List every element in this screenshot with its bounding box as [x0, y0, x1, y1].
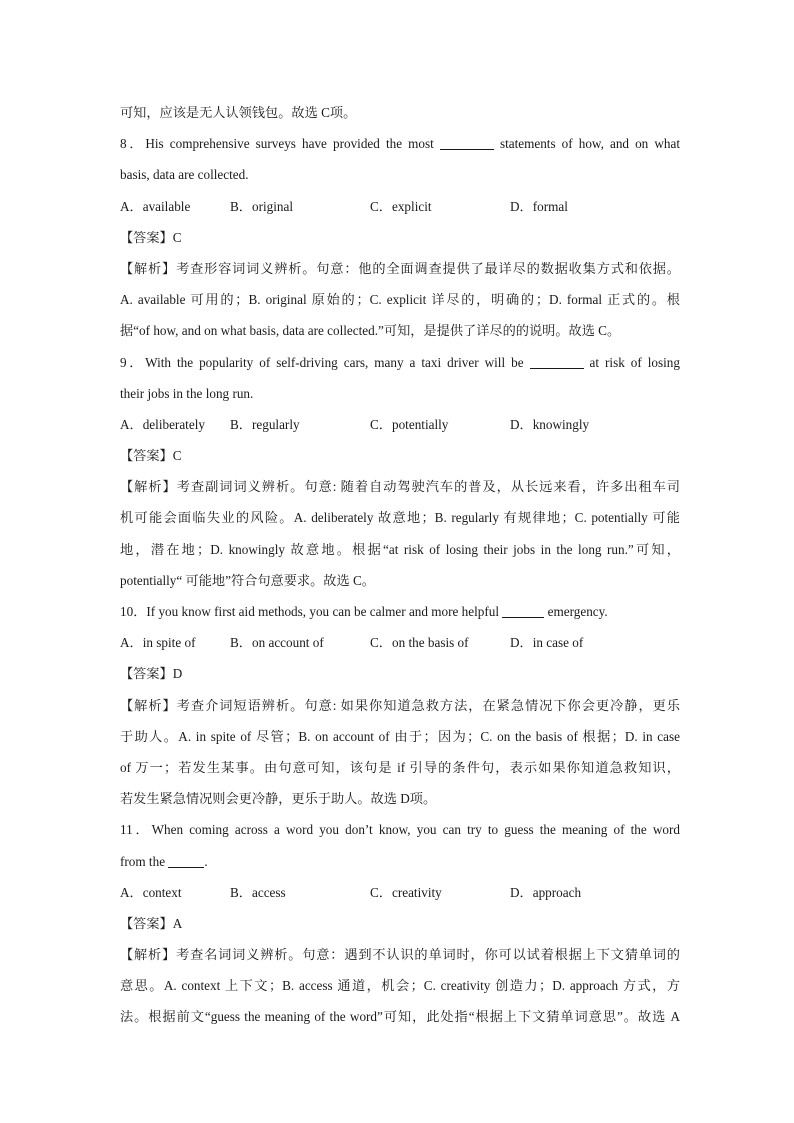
explanation-line: 于助人。A. in spite of 尽管；B. on account of 由于；因为；C. on the basis of 根据；D. in case — [120, 728, 680, 744]
question-10-options — [120, 627, 680, 658]
answer-blank — [502, 603, 544, 618]
question-9-options — [120, 409, 680, 440]
option-a: A．context — [120, 884, 182, 900]
question-10-stem — [120, 596, 680, 627]
option-b: B．on account of — [230, 635, 324, 651]
answer-line: 【答案】D — [120, 666, 183, 682]
explanation-line: 【解析】考查形容词词义辨析。句意：他的全面调查提供了最详尽的数据收集方式和依据。 — [120, 260, 680, 276]
text-line: 可知，应该是无人认领钱包。故选 C项。 — [120, 105, 357, 120]
answer-line: 【答案】A — [120, 915, 183, 931]
answer-blank — [168, 853, 204, 868]
question-10-text-cont: emergency. — [547, 604, 608, 619]
question-9-stem-cont: their jobs in the long run. — [120, 385, 254, 401]
explanation-line: 法。根据前文“guess the meaning of the word”可知，此处指“根据上下文猜单词意思”。故选 A — [120, 1009, 680, 1025]
question-11-text: from the — [120, 853, 166, 869]
explanation-line: 【解析】考查副词词义辨析。句意: 随着自动驾驶汽车的普及，从长远来看，许多出租车司 — [120, 479, 680, 495]
option-d: D．in case of — [510, 635, 584, 651]
question-9-stem — [120, 347, 680, 378]
option-d: D．knowingly — [510, 416, 590, 432]
answer-line: 【答案】C — [120, 448, 182, 464]
explanation-line: potentially“ 可能地”符合句意要求。故选 C。 — [120, 572, 375, 588]
answer-blank — [530, 354, 584, 369]
question-8-stem — [120, 128, 680, 159]
option-c: C．on the basis of — [370, 635, 469, 651]
question-8-text: 8．His comprehensive surveys have provided the most — [120, 136, 434, 152]
explanation-line: A. available 可用的；B. original 原始的；C. explicit 详尽的，明确的；D. formal 正式的。根 — [120, 292, 680, 308]
page-content — [120, 97, 680, 1033]
option-a: A．in spite of — [120, 635, 196, 651]
explanation-line: 地，潜在地；D. knowingly 故意地。根据“at risk of losing their jobs in the long run.”可知， — [120, 541, 680, 557]
explanation-line: 【解析】考查名词词义辨析。句意：遇到不认识的单词时，你可以试着根据上下文猜单词的 — [120, 947, 680, 963]
option-d: D．approach — [510, 884, 582, 900]
question-8-stem-cont: basis, data are collected. — [120, 167, 249, 183]
explanation-line: 若发生紧急情况则会更冷静，更乐于助人。故选 D项。 — [120, 791, 437, 807]
question-11-text-end: . — [204, 853, 208, 869]
option-c: C．explicit — [370, 198, 432, 214]
answer-line: 【答案】C — [120, 229, 182, 245]
option-c: C．creativity — [370, 884, 442, 900]
option-a: A．deliberately — [120, 416, 205, 432]
answer-blank — [440, 135, 494, 150]
question-11-stem: 11．When coming across a word you don’t know, you can try to guess the meaning of the word — [120, 822, 680, 838]
question-8-options — [120, 191, 680, 222]
option-b: B．regularly — [230, 416, 300, 432]
question-8-text-cont: statements of how, and on what — [499, 136, 680, 152]
explanation-line: 据“of how, and on what basis, data are collected.”可知，是提供了详尽的的说明。故选 C。 — [120, 323, 621, 339]
option-b: B．access — [230, 884, 286, 900]
explanation-line: 意思。A. context 上下文；B. access 通道，机会；C. creativity 创造力；D. approach 方式，方 — [120, 978, 680, 994]
question-11-options — [120, 877, 680, 908]
option-d: D．formal — [510, 198, 568, 214]
option-a: A．available — [120, 198, 191, 214]
question-9-text: 9．With the popularity of self-driving cars, many a taxi driver will be — [120, 354, 524, 370]
question-9-text-cont: at risk of losing — [589, 354, 680, 370]
option-b: B．original — [230, 198, 294, 214]
explanation-line: 机可能会面临失业的风险。A. deliberately 故意地；B. regularly 有规律地；C. potentially 可能 — [120, 510, 680, 526]
explanation-line: of 万一；若发生某事。由句意可知，该句是 if 引导的条件句，表示如果你知道急救知识， — [120, 759, 680, 775]
question-11-stem-cont — [120, 846, 680, 877]
question-10-text: 10．If you know first aid methods, you can be calmer and more helpful — [120, 604, 500, 619]
explanation-line: 【解析】考查介词短语辨析。句意: 如果你知道急救方法，在紧急情况下你会更冷静，更乐 — [120, 697, 680, 713]
option-c: C．potentially — [370, 416, 449, 432]
